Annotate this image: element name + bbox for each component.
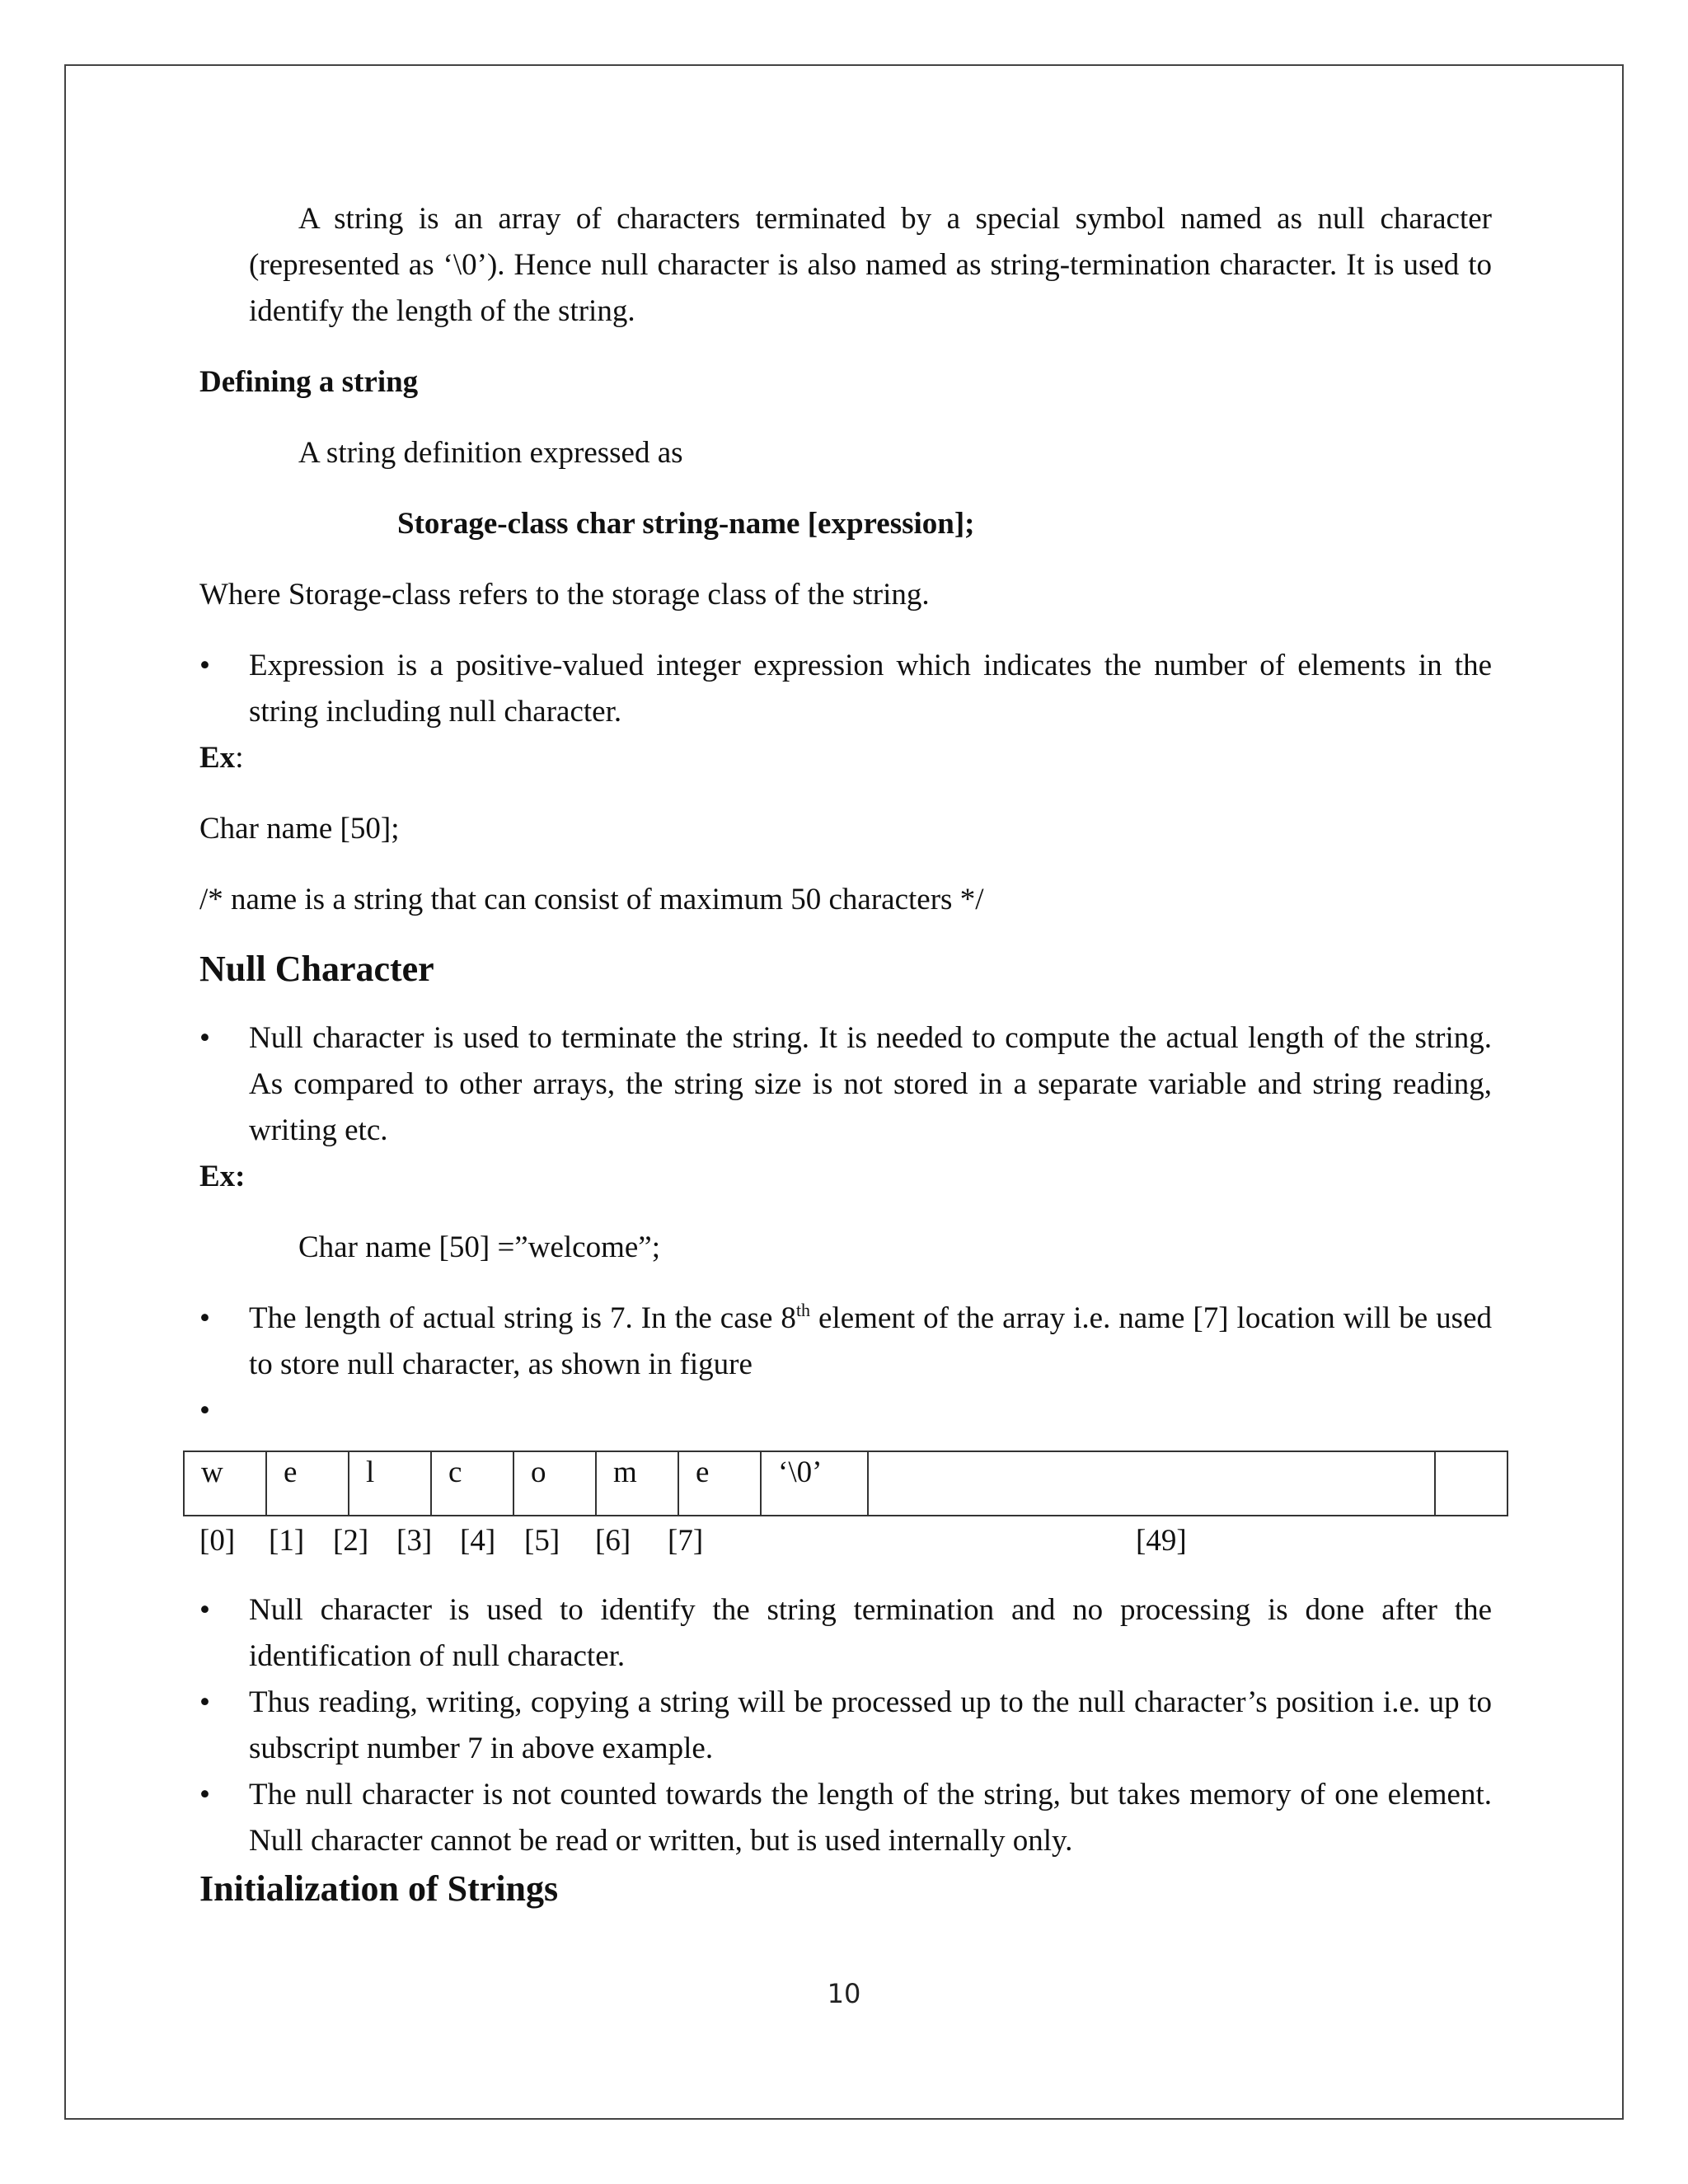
definition-syntax: Storage-class char string-name [expression]; <box>397 507 975 541</box>
definition-lead: A string definition expressed as <box>298 436 683 470</box>
array-index-6: [6] <box>595 1524 631 1558</box>
example-label-bold: Ex <box>199 741 236 775</box>
array-index-7: [7] <box>668 1524 704 1558</box>
array-index-2: [2] <box>333 1524 369 1558</box>
list-item <box>199 1296 1492 1388</box>
array-cell-1: e <box>266 1451 349 1516</box>
array-index-49: [49] <box>1136 1524 1187 1558</box>
code-example: Char name [50]; <box>199 812 400 846</box>
example-label-colon: : <box>235 741 244 775</box>
array-cell-6: e <box>678 1451 761 1516</box>
ordinal-suffix: th <box>795 1300 811 1320</box>
intro-paragraph: A string is an array of characters terminated by a special symbol named as null character (represented as ‘\0’). Hence null character is also named as string-termination character. It is used to identify the length of the string. <box>249 202 1492 328</box>
array-index-3: [3] <box>396 1524 433 1558</box>
array-cell-7: ‘\0’ <box>761 1451 868 1516</box>
initialization-heading: Initialization of Strings <box>199 1868 559 1909</box>
bullet-text-a: The length of actual string is 7. In the case 8 <box>249 1301 796 1335</box>
code-example-2: Char name [50] =”welcome”; <box>298 1230 660 1264</box>
defining-heading: Defining a string <box>199 365 419 399</box>
array-row <box>184 1451 1507 1516</box>
document-body-lower <box>199 1587 1492 1912</box>
where-paragraph: Where Storage-class refers to the storage class of the string. <box>199 578 930 612</box>
array-index-5: [5] <box>524 1524 560 1558</box>
array-cell-3: c <box>431 1451 513 1516</box>
null-bullets-1 <box>199 1015 1492 1154</box>
example-label-2: Ex: <box>199 1160 246 1193</box>
list-item: • Thus reading, writing, copying a string will be processed up to the null character’s position i.e. up to subscript number 7 in above example. <box>199 1680 1492 1772</box>
array-cell-4: o <box>513 1451 596 1516</box>
null-bullets-3 <box>199 1587 1492 1864</box>
list-item: • The null character is not counted towards the length of the string, but takes memory of one element. Null character cannot be read or written, but is used internally only. <box>199 1772 1492 1864</box>
document-body <box>199 196 1492 1434</box>
list-item: • Null character is used to terminate the string. It is needed to compute the actual length of the string. As compared to other arrays, the string size is not stored in a separate variable and string reading, writing etc. <box>199 1015 1492 1154</box>
code-comment: /* name is a string that can consist of maximum 50 characters */ <box>199 883 984 916</box>
array-cell-49 <box>1435 1451 1507 1516</box>
array-cell-0: w <box>184 1451 266 1516</box>
bullet-text-b: element of the array i.e. name [7] location will be used to store null character, as shown in figure <box>249 1301 1492 1381</box>
defining-bullets <box>199 643 1492 735</box>
example-label <box>199 735 1492 781</box>
empty-list-item <box>199 1388 1492 1434</box>
array-cell-5: m <box>596 1451 678 1516</box>
string-array-figure <box>183 1451 1508 1516</box>
null-character-heading: Null Character <box>199 949 434 989</box>
array-cell-2: l <box>349 1451 431 1516</box>
array-cell-gap <box>868 1451 1435 1516</box>
list-item: • Expression is a positive-valued integer expression which indicates the number of elements in the string including null character. <box>199 643 1492 735</box>
array-index-4: [4] <box>460 1524 496 1558</box>
list-item: • Null character is used to identify the string termination and no processing is done after the identification of null character. <box>199 1587 1492 1680</box>
page-number: 10 <box>827 1978 861 2009</box>
array-index-1: [1] <box>269 1524 305 1558</box>
array-index-0: [0] <box>199 1524 236 1558</box>
null-bullets-2 <box>199 1296 1492 1434</box>
